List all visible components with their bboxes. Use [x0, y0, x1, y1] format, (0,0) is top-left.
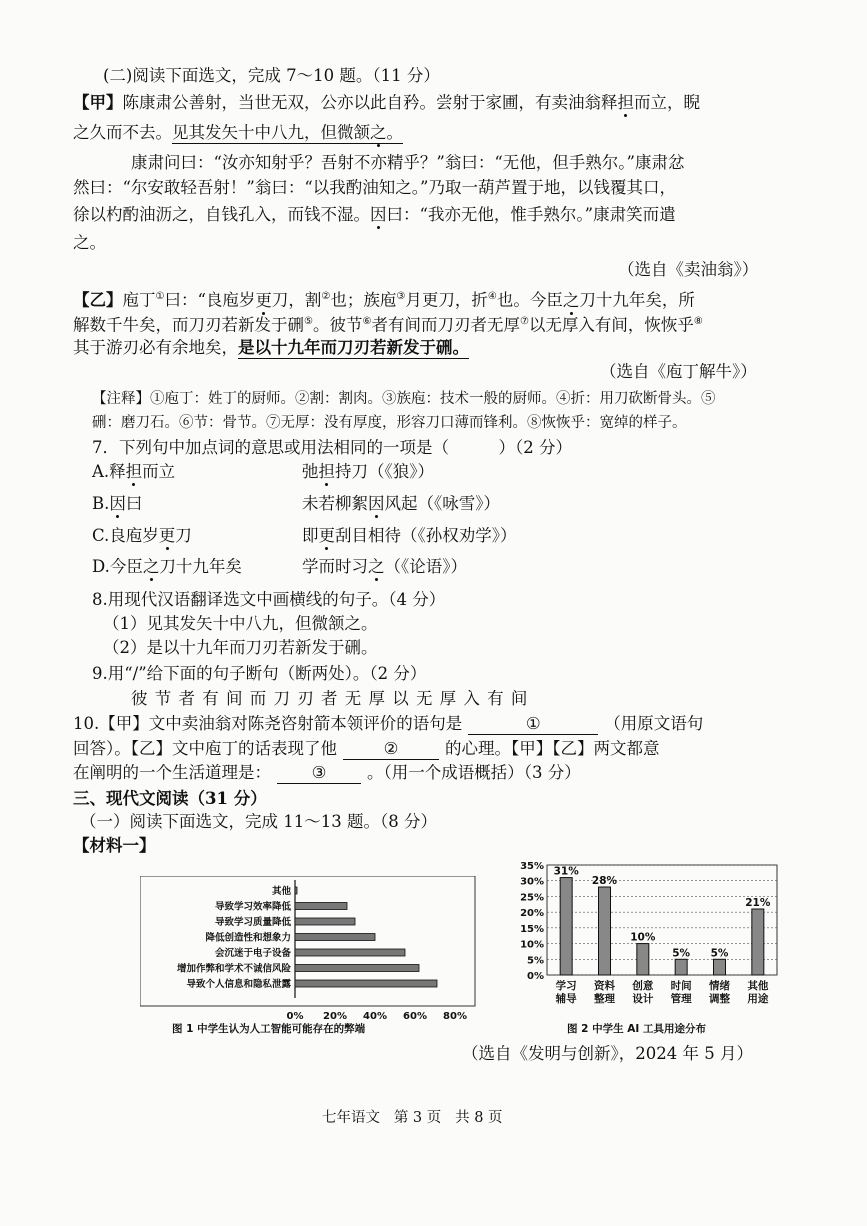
option-left: C.良庖岁更刀 [92, 526, 192, 545]
chart2-category-label: 管理 [670, 993, 692, 1005]
chart2-title: 图 2 中学生 AI 工具用途分布 [567, 1023, 706, 1035]
chart1-bar [295, 980, 437, 987]
q10-line-3: 在阐明的一个生活道理是： ③ 。（用一个成语概括）（3 分） [73, 763, 581, 782]
chart2-bar [714, 959, 726, 975]
chart2-tick-label: 0% [527, 971, 544, 982]
chart2-bar [637, 944, 649, 975]
q7-stem: 7．下列句中加点词的意思或用法相同的一项是（ ）（2 分） [92, 438, 572, 457]
option-right: 即更刮目相待（《孙权劝学》） [302, 526, 517, 545]
q8-sentence-1: （1）见其发矢十中八九，但微颔之。 [103, 614, 378, 633]
option-left: D.今臣之刀十九年矣 [92, 557, 242, 576]
chart2-data-label: 5% [672, 947, 691, 960]
chart2-tick-label: 30% [520, 876, 544, 888]
q7-option[interactable] [92, 557, 692, 577]
chart2-category-label: 情绪 [709, 980, 730, 992]
material-1-label: 【材料一】 [73, 836, 156, 855]
dotted-char: 担 [617, 93, 634, 112]
option-left: B.因曰 [92, 494, 143, 513]
jia-p2-line-3: 徐以杓酌油沥之，自钱孔入，而钱不湿。因曰：“我亦无他，惟手熟尔。”康肃笑而遣 [73, 205, 676, 224]
chart1-tick-label: 60% [403, 1011, 427, 1022]
notes-line-1: 【注释】①庖丁：姓丁的厨师。②割：割肉。③族庖：技术一般的厨师。④折：用刀砍断骨头。⑤ [92, 391, 716, 407]
chart2-category-label: 资料 [594, 980, 615, 992]
chart-ai-drawbacks [140, 876, 480, 1022]
chart2-tick-label: 20% [520, 908, 544, 920]
chart2-category-label: 其他 [747, 980, 769, 992]
section-header: (二)阅读下面选文，完成 7～10 题。（11 分） [103, 66, 440, 85]
chart2-tick-label: 5% [527, 955, 544, 967]
chart-ai-tool-usage [505, 857, 780, 1022]
part3-subtitle: （一）阅读下面选文，完成 11～13 题。（8 分） [80, 812, 437, 831]
chart1-category-label: 导致学习质量降低 [214, 917, 291, 928]
chart1-bar [295, 887, 297, 894]
page-footer [322, 1108, 503, 1128]
chart2-category-label: 辅导 [555, 993, 577, 1005]
chart2-data-label: 31% [553, 865, 579, 878]
option-left: A.释担而立 [92, 462, 176, 481]
q9-sentence: 彼 节 者 有 间 而 刀 刃 者 无 厚 以 无 厚 入 有 间 [131, 689, 529, 708]
chart2-tick-label: 15% [520, 923, 544, 935]
jia-text: 而立，睨 [634, 93, 700, 112]
answer-blank-2[interactable]: ② [343, 739, 439, 760]
chart2-bar [560, 878, 572, 975]
option-right: 未若柳絮因风起（《咏雪》） [302, 494, 500, 513]
chart2-bar [675, 959, 687, 975]
chart2-data-label: 28% [591, 875, 618, 887]
chart1-bar [295, 918, 355, 925]
chart2-bar [599, 887, 611, 975]
q7-option[interactable] [92, 526, 692, 546]
chart-source: （选自《发明与创新》，2024 年 5 月） [462, 1044, 753, 1063]
yi-line-1: 【乙】庖丁①曰：“良庖岁更刀，割②也；族庖③月更刀，折④也。今臣之刀十九年矣，所 [73, 290, 695, 310]
chart2-tick-label: 35% [520, 861, 544, 872]
yi-line-3: 其于游刃必有余地矣，是以十九年而刀刃若新发于硎。 [73, 338, 469, 357]
chart1-tick-label: 20% [323, 1011, 347, 1022]
option-right: 学而时习之（《论语》） [302, 557, 467, 576]
chart2-category-label: 用途 [747, 993, 769, 1005]
q7-option[interactable] [92, 462, 692, 482]
q8-stem: 8.用现代汉语翻译选文中画横线的句子。（4 分） [92, 590, 446, 609]
q10-line-1: 10.【甲】文中卖油翁对陈尧咨射箭本领评价的语句是 ① （用原文语句 [73, 714, 704, 733]
yi-tag: 【乙】 [73, 290, 123, 310]
jia-line-2 [73, 123, 403, 143]
chart2-frame [547, 865, 777, 975]
dotted-char: 因 [370, 205, 387, 224]
chart2-category-label: 整理 [594, 993, 615, 1005]
chart1-tick-label: 0% [286, 1011, 304, 1022]
part3-title: 三、现代文阅读（31 分） [73, 789, 267, 808]
jia-p2-line-4: 之。 [73, 233, 106, 252]
chart2-category-label: 时间 [670, 980, 692, 992]
q9-stem: 9.用“/”给下面的句子断句（断两处）。（2 分） [92, 664, 427, 683]
chart1-category-label: 增加作弊和学术不诚信风险 [176, 963, 291, 975]
option-right: 弛担持刀（《狼》） [302, 462, 434, 481]
answer-blank-3[interactable]: ③ [277, 763, 361, 784]
chart2-category-label: 设计 [632, 993, 654, 1005]
chart2-category-label: 调整 [709, 993, 730, 1005]
chart1-bar [295, 903, 347, 910]
chart1-category-label: 导致学习效率降低 [214, 901, 291, 913]
chart1-bar [295, 949, 405, 956]
chart2-tick-label: 10% [520, 939, 544, 951]
underlined-sentence: 是以十九年而刀刃若新发于硎。 [238, 338, 469, 357]
underlined-sentence: 见其发矢十中八九，但微颔之。 [172, 123, 403, 142]
chart2-data-label: 10% [630, 931, 656, 944]
chart2-bar [752, 909, 764, 975]
q8-sentence-2: （2）是以十九年而刀刃若新发于硎。 [103, 638, 378, 657]
chart1-category-label: 其他 [271, 886, 291, 897]
chart1-category-label: 会沉迷于电子设备 [214, 948, 291, 959]
chart2-data-label: 21% [745, 897, 771, 909]
chart1-title: 图 1 中学生认为人工智能可能存在的弊端 [172, 1023, 366, 1035]
chart1-category-label: 导致个人信息和隐私泄露 [186, 979, 291, 990]
notes-line-2: 硎：磨刀石。⑥节：骨节。⑦无厚：没有厚度，形容刀口薄而锋利。⑧恢恢乎：宽绰的样子。 [92, 415, 687, 431]
chart1-category-label: 降低创造性和想象力 [205, 932, 291, 944]
footer-page: 第 3 页 [393, 1110, 442, 1126]
jia-p2-line-1: 康肃问曰：“汝亦知射乎？吾射不亦精乎？”翁曰：“无他，但手熟尔。”康肃忿 [131, 153, 685, 172]
chart2-category-label: 创意 [632, 980, 654, 992]
chart1-tick-label: 40% [363, 1011, 387, 1022]
footer-subject: 七年语文 [322, 1110, 380, 1126]
chart2-category-label: 学习 [555, 980, 577, 992]
q7-option[interactable] [92, 494, 692, 514]
jia-source: （选自《卖油翁》） [618, 260, 759, 279]
jia-p2-line-2: 然曰：“尔安敢轻吾射！”翁曰：“以我酌油知之。”乃取一葫芦置于地，以钱覆其口， [73, 178, 676, 197]
yi-source: （选自《庖丁解牛》） [600, 362, 757, 381]
jia-text: 之久而不去。 [73, 123, 172, 142]
footer-total: 共 8 页 [455, 1110, 503, 1126]
q10-line-2: 回答）。【乙】文中庖丁的话表现了他 ② 的心理。【甲】【乙】两文都意 [73, 739, 660, 758]
chart2-tick-label: 25% [520, 892, 544, 904]
chart1-bar [295, 934, 375, 941]
chart1-tick-label: 80% [443, 1011, 467, 1022]
chart2-data-label: 5% [710, 947, 729, 960]
jia-tag: 【甲】 [73, 93, 123, 112]
jia-line-1 [73, 93, 700, 113]
jia-text: 陈康肃公善射，当世无双，公亦以此自矜。尝射于家圃，有卖油翁释 [122, 93, 618, 112]
chart1-bar [295, 965, 419, 972]
answer-blank-1[interactable]: ① [468, 714, 598, 735]
yi-line-2: 解数千牛矣，而刀刃若新发于硎⑤。彼节⑥者有间而刀刃者无厚⑦以无厚入有间，恢恢乎⑧ [73, 315, 703, 335]
